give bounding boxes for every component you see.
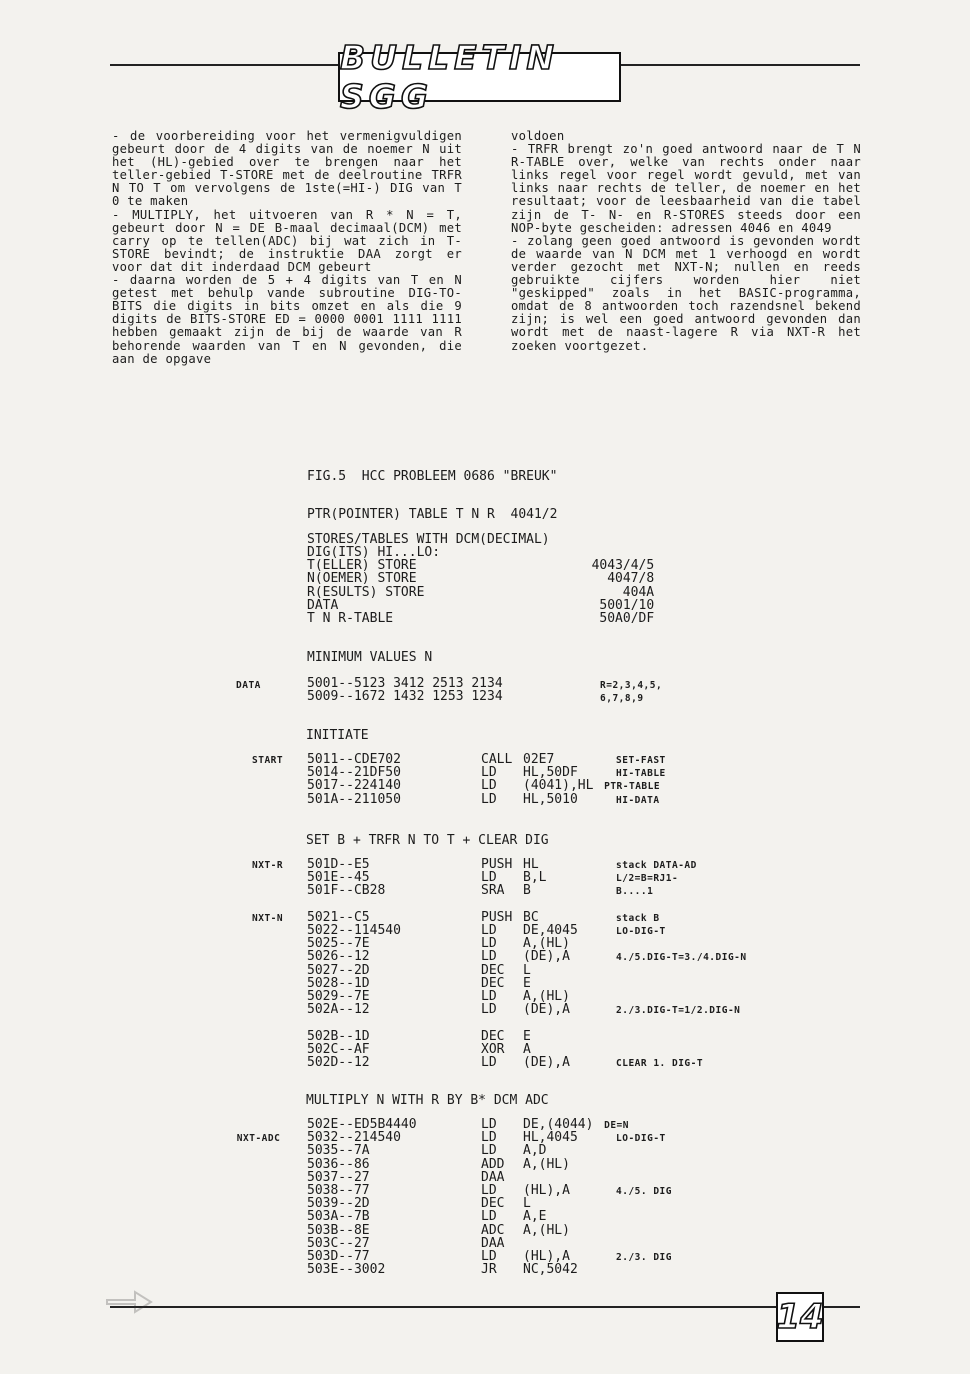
code-address: 5011--CDE702: [307, 752, 401, 767]
code-opcode: LD: [481, 765, 497, 781]
code-operand: L: [523, 962, 531, 978]
code-address: 5027--2D: [307, 962, 370, 978]
code-operand: E: [523, 1028, 531, 1044]
store-name: T(ELLER) STORE: [307, 558, 417, 574]
code-address: 502B--1D: [307, 1028, 370, 1044]
code-address: 5025--7E: [307, 936, 370, 952]
code-comment: HI-TABLE: [616, 768, 666, 780]
paragraph: - de voorbereiding voor het vermenigvuldigen gebeurt door de 4 digits van de noemer N uit het (HL)-gebied over te brengen naar het teller-gebied T-STORE met de deelroutine TRFR N TO T om vervolgens de 1ste(=HI-) DIG van T 0 te maken: [112, 129, 470, 209]
code-opcode: LD: [481, 791, 497, 807]
code-opcode: LD: [481, 949, 497, 965]
code-comment: PTR-TABLE: [604, 781, 661, 793]
code-opcode: XOR: [481, 1041, 505, 1057]
code-comment: CLEAR 1. DIG-T: [616, 1058, 704, 1069]
code-comment: B....1: [616, 886, 654, 898]
hand-pointer-icon: [105, 1282, 155, 1322]
code-address: 5017--224140: [307, 778, 401, 794]
code-opcode: LD: [481, 1183, 497, 1198]
code-operand: L: [523, 1196, 531, 1212]
code-address: 501D--E5: [307, 857, 370, 872]
code-opcode: DEC: [481, 962, 505, 978]
bulletin-logo: BULLETIN SGG: [338, 52, 621, 102]
footer-rule: [110, 1306, 860, 1308]
code-address: 503D--77: [307, 1249, 370, 1264]
code-operand: HL: [523, 857, 539, 872]
code-address: 503B--8E: [307, 1222, 370, 1238]
code-opcode: LD: [481, 778, 497, 794]
store-address: 4047/8: [607, 571, 655, 587]
code-address: 502C--AF: [307, 1041, 370, 1057]
code-address: 502E--ED5B4440: [307, 1117, 417, 1132]
code-opcode: SRA: [481, 883, 505, 899]
code-address: 501E--45: [307, 870, 370, 886]
data-line: 5009--1672 1432 1253 1234: [307, 689, 503, 704]
code-operand: HL,50DF: [523, 765, 578, 781]
store-name: T N R-TABLE: [307, 611, 394, 626]
paragraph: - zolang geen goed antwoord is gevonden wordt de waarde van N DCM met 1 verhoogd en wordt verder gezocht met NXT-N; nullen en reeds gebruikte cijfers worden hier niet "geskipped" zoals in het BASIC-programma, omdat de 8 antwoorden toch razendsnel bekend zijn; is wel een goed antwoord gevonden dan wordt met de naast-lagere R via NXT-R het zoeken voortgezet.: [511, 233, 869, 353]
code-opcode: LD: [481, 989, 497, 1004]
code-opcode: DAA: [481, 1169, 505, 1185]
code-address: 503C--27: [307, 1235, 370, 1251]
code-address: 5021--C5: [307, 909, 370, 925]
code-address: 5032--214540: [307, 1130, 401, 1146]
code-address: 502D--12: [307, 1055, 370, 1070]
code-opcode: CALL: [481, 752, 513, 767]
store-name: DIG(ITS) HI...LO:: [307, 545, 441, 560]
code-address: 5014--21DF50: [307, 765, 401, 781]
code-opcode: LD: [481, 1130, 497, 1146]
code-operand: HL,4045: [523, 1130, 578, 1146]
data-note: 6,7,8,9: [600, 693, 644, 704]
code-opcode: LD: [481, 936, 497, 952]
code-operand: (DE),A: [523, 949, 570, 965]
code-comment: LO-DIG-T: [616, 926, 666, 937]
code-opcode: LD: [481, 1002, 497, 1018]
code-comment: SET-FAST: [616, 755, 666, 766]
code-address: 5039--2D: [307, 1196, 370, 1212]
code-label: NXT-R: [252, 860, 284, 871]
data-label: DATA: [236, 680, 261, 691]
code-operand: (DE),A: [523, 1055, 570, 1070]
section-heading: MULTIPLY N WITH R BY B* DCM ADC: [306, 1093, 549, 1108]
paragraph: - MULTIPLY, het uitvoeren van R * N = T, gebeurt door N = DE B-maal decimaal(DCM) met carry op te tellen(ADC) bij wat zich in T-STORE bevindt; de instruktie DAA zorgt er voor dat dit inderdaad DCM gebeurt: [112, 207, 470, 274]
code-opcode: JR: [481, 1262, 497, 1278]
code-operand: A: [523, 1041, 531, 1057]
code-address: 503E--3002: [307, 1262, 386, 1278]
code-opcode: DEC: [481, 1028, 505, 1044]
code-comment: 4./5. DIG: [616, 1186, 672, 1197]
code-operand: A,D: [523, 1143, 547, 1159]
code-comment: 2./3.DIG-T=1/2.DIG-N: [616, 1005, 741, 1017]
code-operand: (HL),A: [523, 1249, 570, 1264]
code-operand: DE,4045: [523, 923, 578, 938]
code-comment: HI-DATA: [616, 794, 660, 806]
data-note: R=2,3,4,5,: [600, 680, 663, 691]
paragraph: - TRFR brengt zo'n goed antwoord naar de T N R-TABLE over, welke van rechts onder naar links regel voor regel wordt gevuld, met van links naar rechts de teller, de noemer en het resultaat; voor de leesbaarheid van die tabel zijn de T- N- en R-STORES steeds door een NOP-byte gescheiden: adressen 4046 en 4049: [511, 142, 869, 235]
code-comment: 2./3. DIG: [616, 1252, 672, 1263]
code-opcode: LD: [481, 1055, 497, 1070]
section-heading: INITIATE: [306, 728, 369, 743]
code-address: 5037--27: [307, 1169, 370, 1185]
store-name: N(OEMER) STORE: [307, 571, 417, 587]
code-operand: A,(HL): [523, 936, 570, 952]
code-operand: NC,5042: [523, 1262, 578, 1278]
code-address: 5022--114540: [307, 923, 401, 938]
code-address: 5038--77: [307, 1183, 370, 1198]
code-opcode: PUSH: [481, 909, 513, 925]
code-comment: stack DATA-AD: [616, 860, 697, 871]
figure-title: FIG.5 HCC PROBLEEM 0686 "BREUK": [307, 469, 558, 484]
code-operand: HL,5010: [523, 791, 578, 807]
code-opcode: ADD: [481, 1156, 505, 1172]
code-operand: (HL),A: [523, 1183, 570, 1198]
code-comment: LO-DIG-T: [616, 1133, 666, 1145]
data-line: 5001--5123 3412 2513 2134: [307, 676, 503, 691]
code-opcode: LD: [481, 1143, 497, 1159]
minimum-values-heading: MINIMUM VALUES N: [307, 650, 433, 665]
code-opcode: LD: [481, 1249, 497, 1264]
code-address: 5029--7E: [307, 989, 370, 1004]
code-operand: A,E: [523, 1209, 547, 1225]
left-text-column: [112, 129, 470, 366]
ptr-table-line: PTR(POINTER) TABLE T N R 4041/2: [307, 507, 558, 522]
code-operand: BC: [523, 909, 539, 925]
code-address: 5035--7A: [307, 1143, 370, 1159]
store-address: 4043/4/5: [591, 558, 655, 574]
code-address: 5026--12: [307, 949, 370, 965]
code-operand: (DE),A: [523, 1002, 570, 1018]
stores-heading: STORES/TABLES WITH DCM(DECIMAL): [307, 532, 550, 547]
code-comment: stack B: [616, 912, 660, 924]
code-operand: DE,(4044): [523, 1117, 594, 1132]
code-opcode: DAA: [481, 1235, 505, 1251]
code-operand: E: [523, 975, 531, 991]
code-operand: (4041),HL: [523, 778, 594, 794]
code-comment: 4./5.DIG-T=3./4.DIG-N: [616, 952, 747, 964]
paragraph: voldoen: [511, 129, 565, 143]
store-address: 50A0/DF: [599, 611, 655, 626]
code-operand: A,(HL): [523, 1156, 570, 1172]
code-address: 501F--CB28: [307, 883, 386, 899]
code-opcode: LD: [481, 1117, 497, 1132]
code-address: 501A--211050: [307, 791, 401, 807]
store-address: 404A: [622, 584, 655, 600]
code-opcode: ADC: [481, 1222, 505, 1238]
right-text-column: [511, 129, 869, 353]
code-address: 503A--7B: [307, 1209, 370, 1225]
code-operand: B,L: [523, 870, 547, 886]
page-number: 14: [776, 1292, 824, 1342]
paragraph: - daarna worden de 5 + 4 digits van T en N getest met behulp vande subroutine DIG-TO-BITS die digits in bits omzet en als die 9 digits de BITS-STORE ED = 0000 0001 1111 1111 hebben gemaakt zijn de bij de waarde van R behorende waarden van T en N gevonden, die aan de opgave: [112, 273, 470, 366]
code-address: 5028--1D: [307, 975, 370, 991]
store-name: R(ESULTS) STORE: [307, 584, 425, 600]
code-comment: L/2=B=RJ1-: [616, 873, 679, 885]
code-opcode: LD: [481, 870, 497, 886]
code-opcode: DEC: [481, 1196, 505, 1212]
store-name: DATA: [307, 597, 339, 613]
code-opcode: LD: [481, 1209, 497, 1225]
code-operand: A,(HL): [523, 989, 570, 1004]
code-operand: B: [523, 883, 531, 899]
code-comment: DE=N: [604, 1120, 629, 1131]
code-label: NXT-N: [252, 912, 284, 924]
code-label: START: [252, 755, 284, 766]
code-label: NXT-ADC: [236, 1133, 281, 1145]
code-address: 502A--12: [307, 1002, 370, 1018]
code-address: 5036--86: [307, 1156, 370, 1172]
store-address: 5001/10: [599, 597, 655, 613]
code-operand: A,(HL): [523, 1222, 570, 1238]
code-opcode: LD: [481, 923, 497, 938]
section-heading: SET B + TRFR N TO T + CLEAR DIG: [306, 833, 549, 848]
code-opcode: PUSH: [481, 857, 513, 872]
code-opcode: DEC: [481, 975, 505, 991]
code-operand: 02E7: [523, 752, 555, 767]
